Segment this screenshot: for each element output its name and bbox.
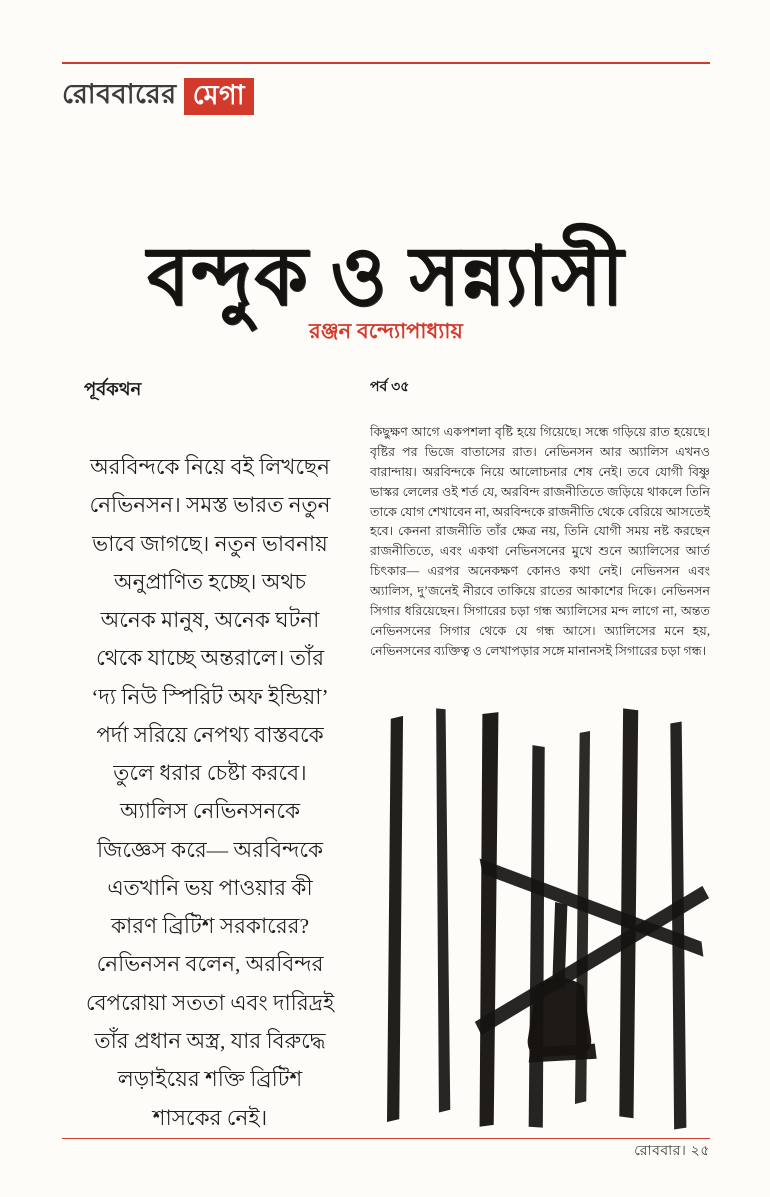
prison-bars-ink-illustration: [370, 688, 710, 1148]
prologue-body: অরবিন্দকে নিয়ে বই লিখছেন নেভিনসন। সমস্ত ভারত নতুন ভাবে জাগছে। নতুন ভাবনায় অনুপ্রাণিত হচ্ছে। অথচ অনেক মানুষ, অনেক ঘটনা থেকে যাচ্ছে অন্তরালে। তাঁর ‘দ্য নিউ স্পিরিট অফ ইন্ডিয়া’ পর্দা সরিয়ে নেপথ্য বাস্তবকে তুলে ধরার চেষ্টা করবে। অ্যালিস নেভিনসনকে জিজ্ঞেস করে— অরবিন্দকে এতখানি ভয় পাওয়ার কী কারণ ব্রিটিশ সরকারের? নেভিনসন বলেন, অরবিন্দর বেপরোয়া সততা এবং দারিদ্রই তাঁর প্রধান অস্ত্র, যার বিরুদ্ধে লড়াইয়ের শক্তি ব্রিটিশ শাসকের নেই।: [85, 455, 335, 1130]
article-title: বন্দুক ও সন্ন্যাসী: [146, 231, 625, 323]
prologue-heading: পূর্বকথন: [84, 379, 142, 399]
episode-label: পর্ব ৩৫: [370, 378, 410, 394]
article-body: কিছুক্ষণ আগে একপশলা বৃষ্টি হয়ে গিয়েছে। সন্ধে গড়িয়ে রাত হয়েছে। বৃষ্টির পর ভিজে বাতাসের রাত। নেভিনসন আর অ্যালিস এখনও বারান্দায়। অরবিন্দকে নিয়ে আলোচনার শেষ নেই। তবে যোগী বিষ্ণু ভাস্কর লেলের ওই শর্ত যে, অরবিন্দ রাজনীতিতে জড়িয়ে থাকলে তিনি তাকে যোগ শেখাবেন না, অরবিন্দকে রাজনীতি থেকে বেরিয়ে আসতেই হবে। কেননা রাজনীতি তাঁর ক্ষেত্র নয়, তিনি যোগী সময় নষ্ট করছেন রাজনীতিতে, এবং একথা নেভিনসনের মুখে শুনে অ্যালিসের আর্ত চিৎকার— এরপর অনেকক্ষণ কোনও কথা নেই। নেভিনসন এবং অ্যালিস, দু’জনেই নীরবে তাকিয়ে রাতের আকাশের দিকে। নেভিনসন সিগার ধরিয়েছেন। সিগারের চড়া গন্ধ অ্যালিসের মন্দ লাগে না, অন্তত নেভিনসনের সিগার থেকে যে গন্ধ আসে। অ্যালিসের মনে হয়, নেভিনসনের ব্যক্তিত্ব ও লেখাপড়ার সঙ্গে মানানসই সিগারের চড়া গন্ধ।: [370, 425, 710, 658]
article-columns: [84, 375, 710, 1148]
illustration-container: [370, 688, 710, 1148]
masthead-prefix: রোববারের: [62, 79, 177, 109]
body-column: [370, 375, 710, 1148]
prologue-column: [84, 375, 336, 1148]
masthead-highlight: মেগা: [184, 78, 254, 114]
footer-rule: [62, 1138, 710, 1140]
top-rule: [62, 62, 710, 64]
footer-pagination: রোববার। ২৫: [634, 1142, 710, 1158]
author-byline: রঞ্জন বন্দ্যোপাধ্যায়: [309, 320, 463, 343]
masthead: [62, 74, 254, 119]
